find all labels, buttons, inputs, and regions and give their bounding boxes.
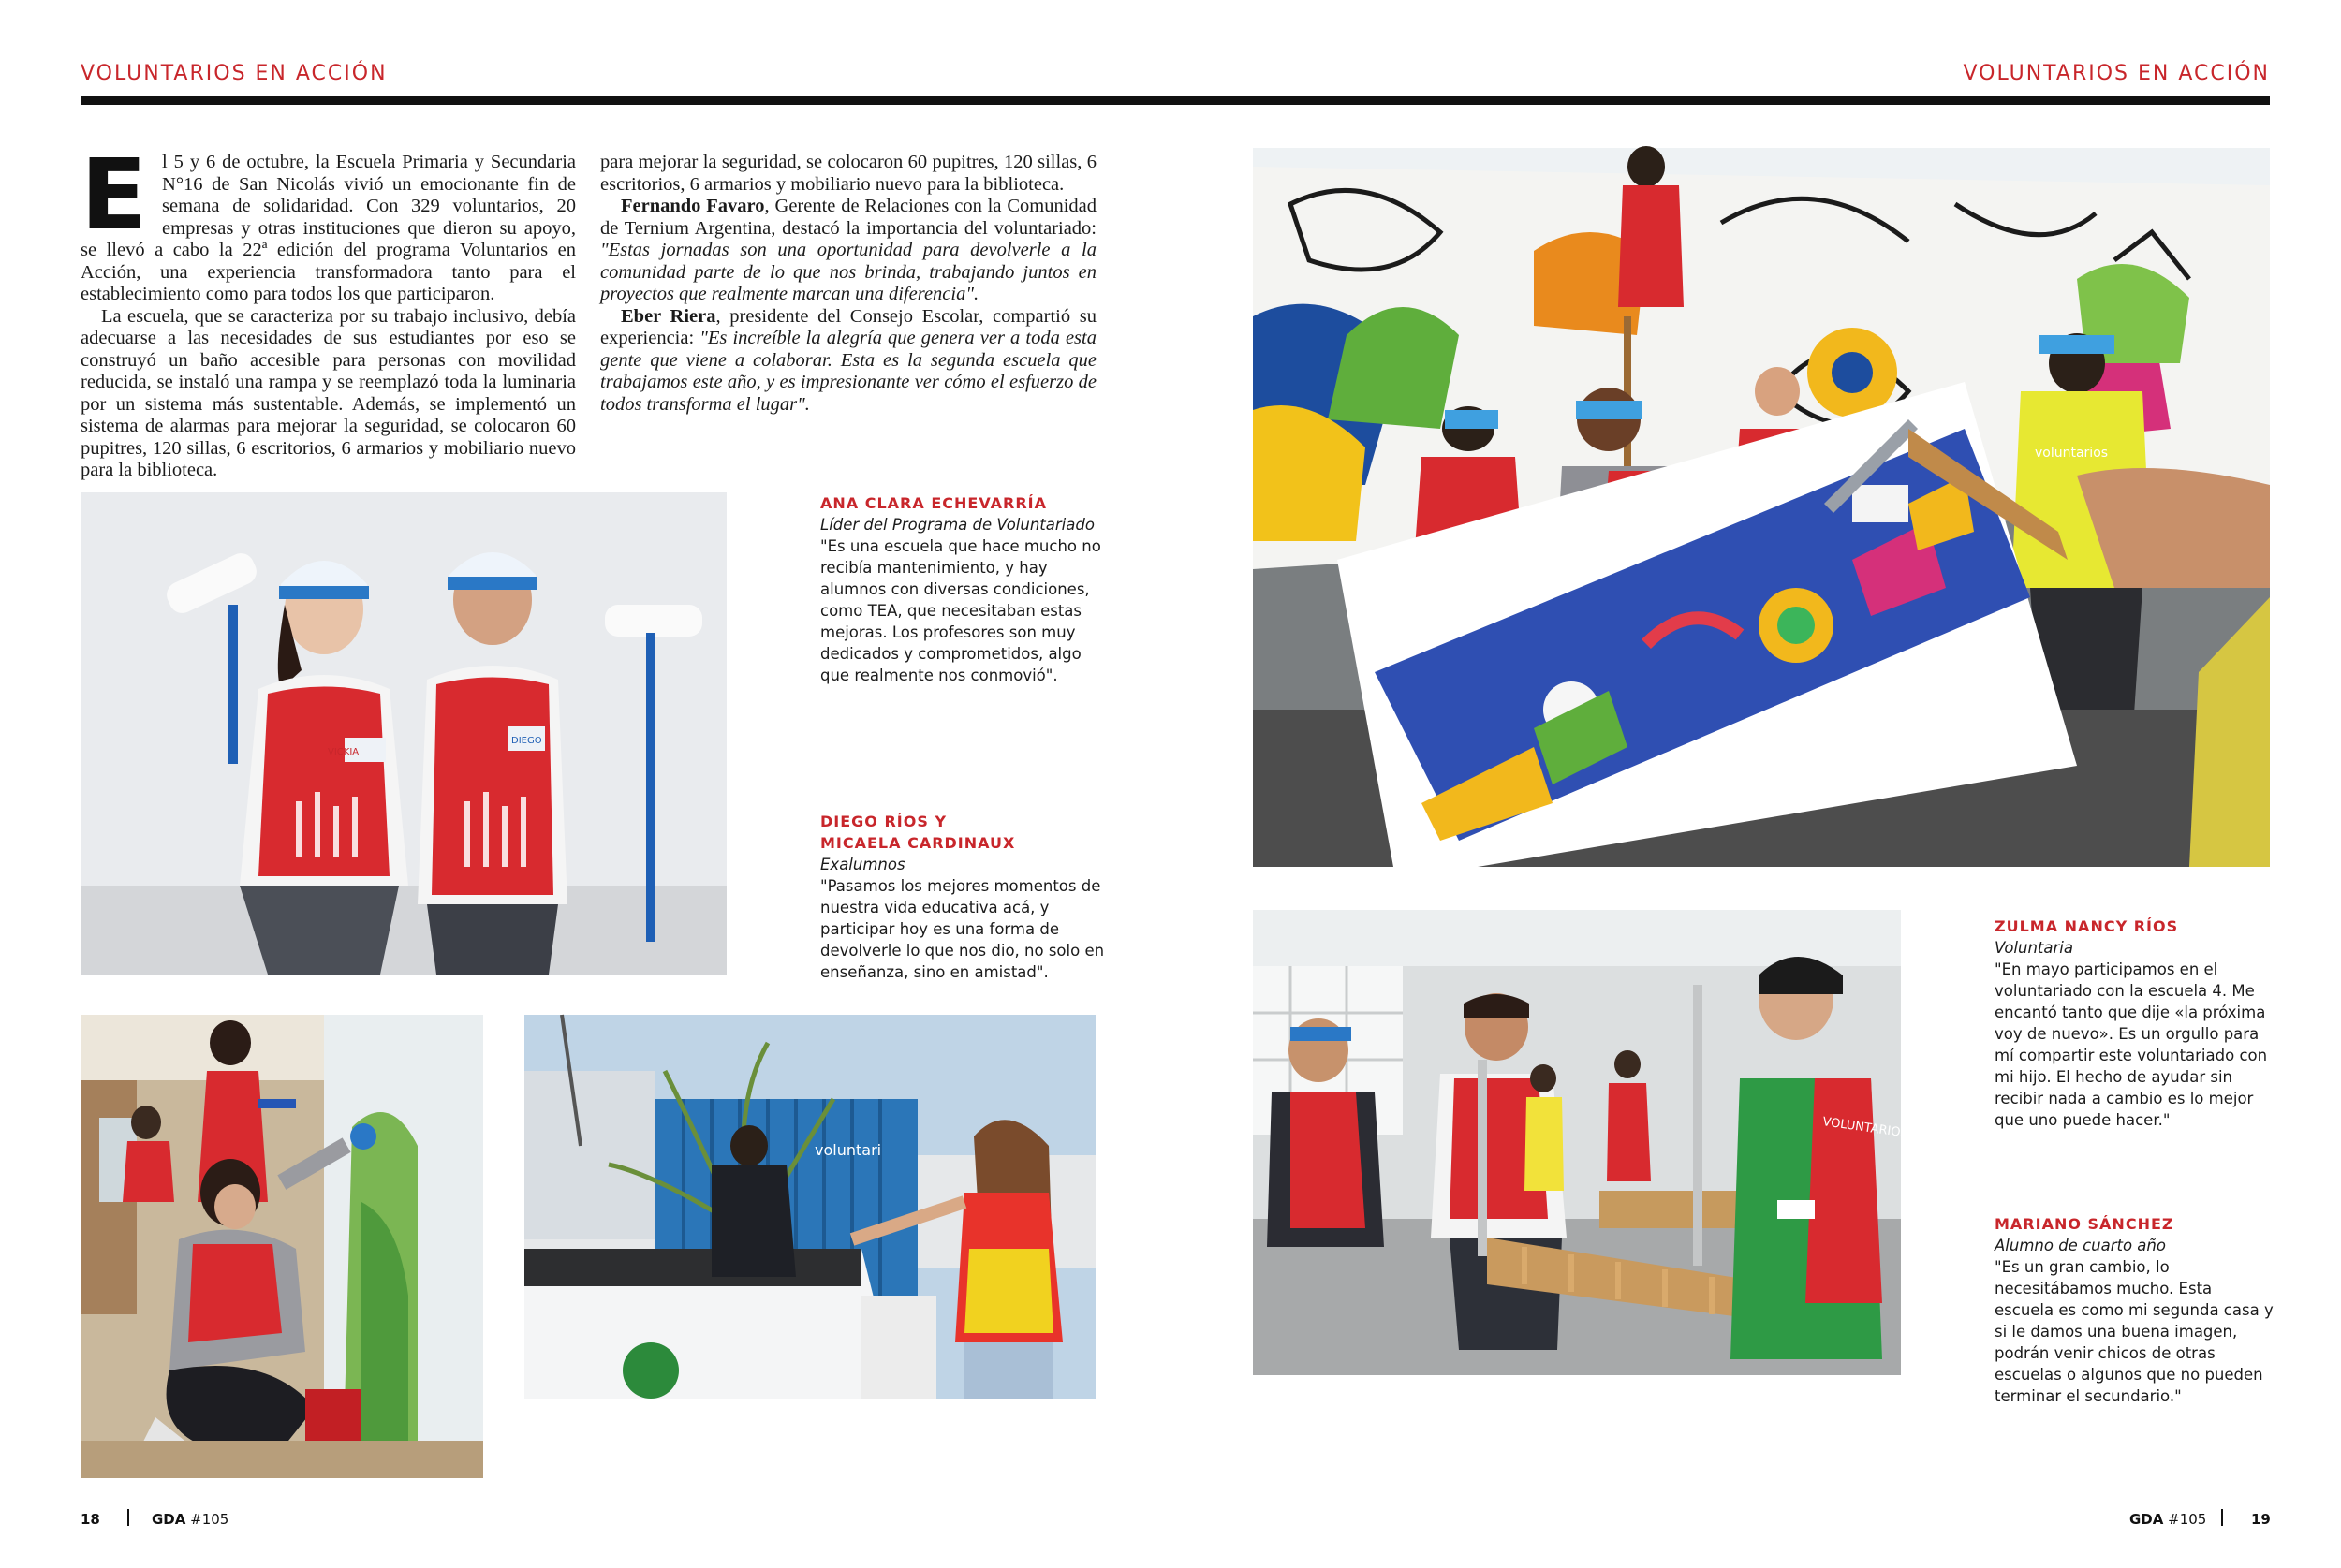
article-column-2: [600, 152, 1097, 416]
issue-number: #105: [190, 1511, 229, 1528]
vest-text: VOLUNTARIOS EN ACCIÓN: [1821, 1115, 1980, 1151]
photo-woman-painting-wall: [81, 1015, 483, 1478]
testimonial-quote: "Es un gran cambio, lo necesitábamos mucho. Esta escuela es como mi segunda casa y si le damos una buena imagen, podrán venir chicos de otras escuelas o algunos que no pueden terminar el secundario.": [1995, 1258, 2274, 1405]
header-rule-right: [1159, 96, 2270, 105]
riera-quote: "Es increíble la alegría que genera ver a toda esta gente que viene a colaborar. Esta es la segunda escuela que trabajamos este año, y es impresionante ver cómo el esfuerzo de todos transforma el lugar".: [600, 328, 1097, 415]
photo-volunteers-rollers: [81, 492, 727, 975]
article-paragraph-2-cont: [600, 152, 1097, 196]
folio-separator-right: [2221, 1509, 2223, 1526]
folio-separator-left: [127, 1509, 129, 1526]
photo-unloading-plants: [524, 1015, 1096, 1399]
testimonial-name-line1: DIEGO RÍOS Y: [820, 813, 948, 830]
testimonial-quote: "Pasamos los mejores momentos de nuestra vida educativa acá, y participar hoy es una forma de devolverle lo que nos dio, no solo en enseñanza, sino en amistad".: [820, 877, 1105, 981]
testimonial-zulma-rios: [1995, 916, 2275, 1131]
page-number-right: 19: [2251, 1511, 2271, 1528]
magazine-name: GDA: [152, 1511, 186, 1528]
testimonial-role: Voluntaria: [1995, 939, 2073, 957]
section-label-left: VOLUNTARIOS EN ACCIÓN: [81, 62, 388, 85]
article-paragraph-2-tail: para mejorar la seguridad, se colocaron 60 pupitres, 120 sillas, 6 escritorios, 6 armarios y mobiliario nuevo para la biblioteca.: [600, 152, 1097, 195]
testimonial-name: MARIANO SÁNCHEZ: [1995, 1215, 2174, 1233]
article-paragraph-1: l 5 y 6 de octubre, la Escuela Primaria y Secundaria N°16 de San Nicolás vivió un emocionante fin de semana de solidaridad. Con 329 voluntarios, 20 empresas y otras instituciones que dieron su apoyo, se llevó a cabo la 22ª edición del programa Voluntarios en Acción, una experiencia transformadora tanto para el establecimiento como para todos los que participaron.: [81, 152, 576, 304]
testimonial-name: ZULMA NANCY RÍOS: [1995, 917, 2179, 935]
article-column-1: [81, 138, 576, 480]
magazine-issue-right: [2129, 1511, 2206, 1528]
riera-intro: , presidente del Consejo Escolar, compartió su experiencia:: [600, 305, 1097, 348]
favaro-name: Fernando Favaro: [621, 196, 765, 216]
photo-mural-clipboard: [1253, 148, 2270, 867]
testimonial-quote: "En mayo participamos en el voluntariado con la escuela 4. Me encantó tanto que dije «la próxima voy de nuevo». Es un orgullo para mí compartir este voluntariado con mi hijo. El hecho de ayudar sin recibir nada a cambio es lo mejor que uno puede hacer.": [1995, 960, 2268, 1129]
testimonial-name: ANA CLARA ECHEVARRÍA: [820, 494, 1047, 512]
magazine-issue-left: [152, 1511, 228, 1528]
testimonial-mariano-sanchez: [1995, 1213, 2275, 1407]
favaro-intro: , Gerente de Relaciones con la Comunidad de Ternium Argentina, destacó la importancia del voluntariado:: [600, 196, 1097, 239]
issue-number: #105: [2168, 1511, 2207, 1528]
container-text: voluntari: [815, 1141, 882, 1159]
testimonial-rios-cardinaux: [820, 811, 1111, 983]
testimonial-role: Exalumnos: [820, 856, 905, 873]
page-number-left: 18: [81, 1511, 100, 1528]
dropcap: E: [81, 138, 148, 252]
testimonial-echevarria: [820, 492, 1111, 686]
magazine-name: GDA: [2129, 1511, 2164, 1528]
photo-students-desk: [1253, 910, 1980, 1375]
badge-right-text: DIEGO: [511, 736, 542, 746]
svg-text:voluntarios: voluntarios: [2035, 446, 2109, 461]
favaro-quote: "Estas jornadas son una oportunidad para devolverle a la comunidad parte de lo que nos brinda, trabajando juntos en proyectos que realmente marcan una diferencia".: [600, 240, 1097, 304]
testimonial-role: Líder del Programa de Voluntariado: [820, 516, 1095, 534]
testimonial-quote: "Es una escuela que hace mucho no recibía mantenimiento, y hay alumnos con diversas condiciones, como TEA, que necesitaban estas mejoras. Los profesores son muy dedicados y comprometidos, algo que realmente nos conmovió".: [820, 537, 1101, 684]
article-paragraph-2: La escuela, que se caracteriza por su trabajo inclusivo, debía adecuarse a las necesidades de sus estudiantes por eso se construyó un baño accesible para personas con movilidad reducida, se instaló una rampa y se reemplazó toda la luminaria por un sistema más sustentable. Además, se implementó un sistema de alarmas para mejorar la seguridad, se colocaron 60 pupitres, 120 sillas, 6 escritorios, 6 armarios y mobiliario nuevo para la biblioteca.: [81, 305, 576, 480]
badge-left-text: VICKIA: [328, 747, 360, 757]
header-rule-left: [81, 96, 1174, 105]
section-label-right: VOLUNTARIOS EN ACCIÓN: [1963, 62, 2270, 85]
testimonial-name-line2: MICAELA CARDINAUX: [820, 834, 1016, 852]
testimonial-role: Alumno de cuarto año: [1995, 1237, 2166, 1254]
riera-name: Eber Riera: [621, 305, 716, 327]
